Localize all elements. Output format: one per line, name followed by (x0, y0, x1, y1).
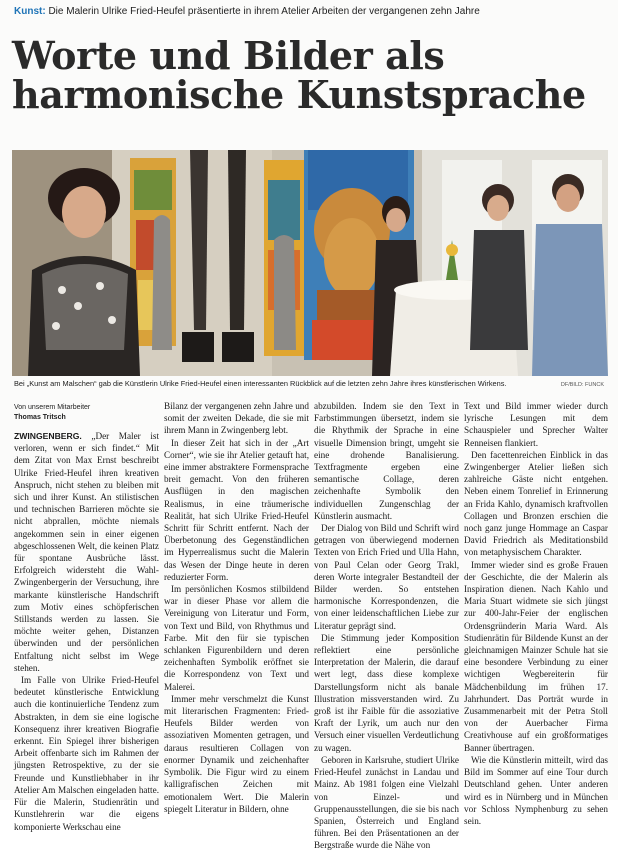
paragraph: Immer mehr verschmelzt die Kunst mit literarischen Fragmenten: Fried-Heufels Bilder werden von assoziativen Momenten getragen, und daraus resultieren Collagen von enormer Dynamik und zeichenhafter Symbolik. Die Figur wird zu einem kalligrafischen Zeichen mit emotionalem Wert. Die Malerin spiegelt Literatur in Bildern, ohne (164, 693, 309, 814)
paragraph: Im Falle von Ulrike Fried-Heufel bedeutet künstlerische Entwicklung auch die kontinuierliche Tendenz zum Abstrakten, in dem sie eine logische Konsequenz ihrer kreativen Biografie erkennt. Ein Spiegel ihrer bisherigen Arbeit offenbarte sich im Rahmen der jüngsten Retrospektive, zu der sie Freunde und Kunstliebhaber in ihr Atelier Am Malschen eingeladen hatte. Für die Malerin, Studienrätin und Kunstlehrerin war die eigens komponierte Werkschau eine (14, 675, 159, 832)
kicker-text: Die Malerin Ulrike Fried-Heufel präsentierte in ihrem Atelier Arbeiten der vergangenen zehn Jahre (45, 6, 480, 17)
article-column-3 (314, 400, 459, 851)
byline-author: Thomas Tritsch (14, 414, 66, 421)
article-column-4 (464, 400, 608, 826)
headline (12, 33, 608, 117)
kicker-label: Kunst: (14, 6, 46, 17)
article-photo (12, 150, 608, 376)
paragraph: Geboren in Karlsruhe, studiert Ulrike Fried-Heufel zunächst in Landau und Mainz. Ab 1981 folgen eine Vielzahl von Einzel- und Gruppenausstellungen, die sie bis nach Spanien, Österreich und England führen. Bei den Präsentationen an der Bergstraße wurde die Nähe von (314, 754, 459, 851)
headline-line-1: Worte und Bilder als (12, 33, 445, 78)
paragraph: Den facettenreichen Einblick in das Zwingenberger Atelier ließen sich zahlreiche Gäste nicht entgehen. Neben einem Tonrelief in Erinnerung an Frida Kahlo, dynamisch kraftvollen Collagen und Bronzen erschien die noch ganz junge Hommage an Caspar David Friedrich als Meditationsbild von metaphysischem Charakter. (464, 449, 608, 558)
paragraph: Immer wieder sind es große Frauen der Geschichte, die der Malerin als Inspiration dienen. Nach Kahlo und Maria Stuart widmete sie sich jüngst zur 400-Jahr-Feier der englischen Ordensgründerin Maria Ward. Als Studienrätin für Bildende Kunst an der gleichnamigen Mainzer Schule hat sie eine besondere Verbindung zu einer wichtigen Wegbereiterin für Mädchenbildung im frühen 17. Jahrhundert. Das Porträt wurde in Zusammenarbeit mit der Petra Stoll von der Auerbacher Firma Creativhouse auf ein großformatiges Banner übertragen. (464, 559, 608, 753)
paragraph: Wie die Künstlerin mitteilt, wird das Bild im Sommer auf eine Tour durch Deutschland gehen. Unter anderen wird es in Nürnberg und in München vor Schloss Nymphenburg zu sehen sein. (464, 754, 608, 826)
headline-line-2: harmonische Kunstsprache (12, 72, 586, 117)
photo-caption: Bei „Kunst am Malschen“ gab die Künstlerin Ulrike Fried-Heufel einen interessanten Rückblick auf die letzten zehn Jahre ihres künstlerischen Wirkens. (14, 379, 507, 388)
paragraph: abzubilden. Indem sie den Text in Farbstimmungen übersetzt, indem sie die Rhythmik der Sprache in eine visuelle Dimension bringt, umgeht sie eine drohende Banalisierung. Textfragmente ergeben eine semantische Collage, deren zeichenhafte Symbolik den individuellen Zungenschlag der Künstlerin ausmacht. (314, 401, 459, 521)
byline-intro: Von unserem Mitarbeiter (14, 404, 91, 411)
paragraph: In dieser Zeit hat sich in der „Art Corner“, wie sie ihr Atelier getauft hat, eine immer abstraktere Formensprache breit gemacht. Von den früheren Ausflügen in den magischen Realismus, in eine träumerische Realität, hat sich Ulrike Fried-Heufel Schritt für Schritt entfernt. Nach der Überbetonung des Gegenständlichen im Hyperrealismus sucht die Malerin das Wesen der Dinge heute in deren reduzierter Form. (164, 437, 309, 582)
paragraph: Bilanz der vergangenen zehn Jahre und somit der zweiten Dekade, die sie mit ihrem Mann in Zwingenberg lebt. (164, 401, 309, 436)
article-column-1 (14, 430, 159, 832)
article-column-2 (164, 400, 309, 814)
paragraph: Text und Bild immer wieder durch lyrische Lesungen mit dem Schauspieler und Sprecher Walter Renneisen flankiert. (464, 401, 608, 448)
kicker-line (14, 5, 610, 18)
paragraph: Die Stimmung jeder Komposition reflektiert eine persönliche Interpretation der Malerin, die darauf wert legt, dass diese komplexe Darstellungsform nicht als banale Illustration missverstanden wird. Zu groß ist ihr Faible für die assoziative Kraft der Lyrik, um auch nur den Versuch einer visuellen Verdeutlichung zu wagen. (314, 632, 459, 753)
paragraph: Im persönlichen Kosmos stilbildend war in dieser Phase vor allem die Vereinigung von Literatur und Form, von Text und Bild, von Rhythmus und Farbe. Mit den für sie typischen schlanken Figurenbildern und deren zeichenhaften Symbolik eröffnet sie die Korrespondenz von Text und Malerei. (164, 584, 309, 692)
paragraph-text: „Der Maler ist verloren, wenn er sich findet.“ Mit dem Zitat von Max Ernst beschreibt Ulrike Fried-Heufel ihren kreativen Anspruch, nicht stehen zu bleiben mit sich und ihrer Kunst. An stilistischen und technischen Barrieren möchte sie nicht abprallen, möchte niemals angekommen sein in einer eigenen abgeschlossenen Welt, die keinen Platz für spontane Ausbrüche lässt. Erfolgreich widersteht die Wahl-Zwingenbergerin der Versuchung, ihre markante künstlerische Handschrift zum Motiv eines schöpferischen Stillstands werden zu lassen. Sie möchte weiter gehen, Distanzen überwinden und der persönlichen Entfaltung nicht selbst im Wege stehen. (14, 431, 159, 673)
paragraph: Der Dialog von Bild und Schrift wird getragen von überwiegend modernen Texten von Erich Fried und Ulla Hahn, von Paul Celan oder Georg Trakl, deren Worte integraler Bestandteil der Bilder werden. So entstehen harmonische Korrespondenzen, die von einer leidenschaftlichen Liebe zur Literatur geprägt sind. (314, 523, 459, 631)
dateline: ZWINGENBERG. (14, 431, 82, 441)
byline (14, 403, 154, 423)
photo-credit: DF/BILD: FUNCK (560, 382, 604, 388)
paragraph (14, 430, 159, 674)
